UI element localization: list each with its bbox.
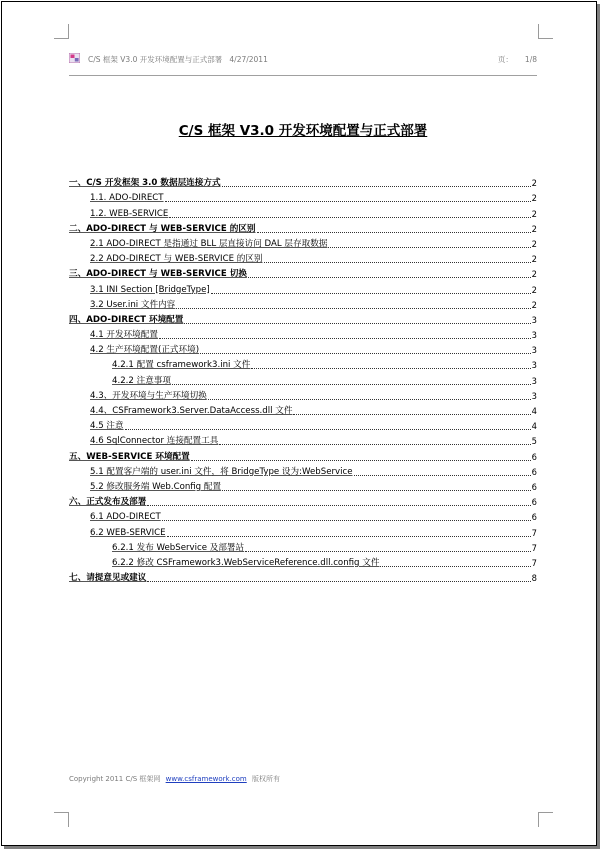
toc-entry-text[interactable]: 五、WEB-SERVICE 环境配置 (69, 451, 190, 462)
toc-entry[interactable] (69, 417, 537, 432)
toc-page-number[interactable]: 6 (531, 451, 537, 462)
toc-entry[interactable] (69, 478, 537, 493)
toc-leader-dots (169, 216, 530, 218)
toc-entry-text[interactable]: 4.5 注意 (90, 421, 124, 432)
toc-page-number[interactable]: 2 (531, 254, 537, 265)
toc-entry-text[interactable]: 5.2 修改服务端 Web.Config 配置 (90, 481, 222, 492)
toc-leader-dots (200, 352, 531, 354)
toc-leader-dots (147, 504, 530, 506)
toc-entry[interactable] (69, 296, 537, 311)
toc-page-number[interactable]: 2 (531, 269, 537, 280)
toc-entry[interactable] (69, 432, 537, 447)
toc-leader-dots (165, 200, 531, 202)
toc-entry[interactable] (69, 189, 537, 204)
toc-entry-text[interactable]: 4.2 生产环境配置(正式环境) (90, 345, 200, 356)
toc-entry-text[interactable]: 4.1 开发环境配置 (90, 330, 158, 341)
toc-leader-dots (257, 231, 531, 233)
toc-leader-dots (354, 474, 531, 476)
toc-entry[interactable] (69, 326, 537, 341)
toc-page-number[interactable]: 2 (531, 284, 537, 295)
toc-entry-text[interactable]: 4.2.1 配置 csframework3.ini 文件 (112, 360, 251, 371)
toc-leader-dots (172, 383, 531, 385)
toc-leader-dots (159, 337, 531, 339)
toc-page-number[interactable]: 6 (531, 497, 537, 508)
toc-page-number[interactable]: 6 (531, 466, 537, 477)
toc-entry[interactable] (69, 447, 537, 462)
toc-entry-text[interactable]: 1.2. WEB-SERVICE (90, 208, 169, 219)
toc-page-number[interactable]: 3 (531, 330, 537, 341)
toc-leader-dots (245, 550, 531, 552)
toc-entry-text[interactable]: 二、ADO-DIRECT 与 WEB-SERVICE 的区别 (69, 223, 256, 234)
toc-entry[interactable] (69, 523, 537, 538)
toc-leader-dots (167, 535, 531, 537)
toc-page-number[interactable]: 3 (531, 390, 537, 401)
toc-page-number[interactable]: 2 (531, 193, 537, 204)
toc-entry-text[interactable]: 4.4、CSFramework3.Server.DataAccess.dll 文件 (90, 406, 293, 416)
toc-entry[interactable] (69, 539, 537, 554)
toc-entry-text[interactable]: 一、C/S 开发框架 3.0 数据层连接方式 (69, 178, 221, 189)
toc-entry-text[interactable]: 四、ADO-DIRECT 环境配置 (69, 314, 184, 325)
toc-entry-text[interactable]: 2.1 ADO-DIRECT 是指通过 BLL 层直接访问 DAL 层存取数据 (90, 238, 328, 249)
toc-leader-dots (176, 307, 530, 309)
toc-leader-dots (162, 519, 531, 521)
toc-entry[interactable] (69, 341, 537, 356)
page (1, 1, 597, 846)
toc-entry[interactable] (69, 356, 537, 371)
toc-entry-text[interactable]: 6.2.2 修改 CSFramework3.WebServiceReference.dll.config 文件 (112, 557, 380, 568)
toc-leader-dots (248, 276, 531, 278)
header-title: C/S 框架 V3.0 开发环境配置与正式部署 4/27/2011 (88, 55, 268, 64)
toc-page-number[interactable]: 2 (531, 238, 537, 249)
toc-entry-text[interactable]: 5.1 配置客户端的 user.ini 文件，将 BridgeType 设为:WebService (90, 466, 353, 477)
csframework-logo-icon (69, 53, 80, 63)
crop-mark-top-left (54, 24, 69, 39)
header-rule (69, 75, 537, 76)
toc-leader-dots (264, 261, 531, 263)
toc-page-number[interactable]: 8 (531, 573, 537, 584)
toc-entry-text[interactable]: 三、ADO-DIRECT 与 WEB-SERVICE 切换 (69, 269, 247, 280)
toc-leader-dots (211, 292, 531, 294)
toc-entry-text[interactable]: 4.2.2 注意事项 (112, 375, 171, 386)
toc-entry-text[interactable]: 3.1 INI Section [BridgeType] (90, 284, 210, 295)
toc-page-number[interactable]: 3 (531, 345, 537, 356)
toc-entry[interactable] (69, 220, 537, 235)
toc-leader-dots (125, 428, 531, 430)
toc-page-number[interactable]: 6 (531, 481, 537, 492)
toc-entry[interactable] (69, 463, 537, 478)
crop-mark-top-right (538, 24, 553, 39)
toc-entry-text[interactable]: 6.2.1 发布 WebService 及部署站 (112, 542, 245, 553)
toc-entry[interactable] (69, 402, 537, 417)
toc-entry-text[interactable]: 1.1. ADO-DIRECT (90, 193, 164, 204)
toc-page-number[interactable]: 5 (531, 436, 537, 447)
toc-leader-dots (222, 185, 531, 187)
toc-page-number[interactable]: 4 (531, 406, 537, 416)
toc-entry-text[interactable]: 6.1 ADO-DIRECT (90, 512, 161, 523)
toc-entry[interactable] (69, 387, 537, 402)
toc-leader-dots (251, 367, 530, 369)
page-header (69, 52, 537, 66)
toc-page-number[interactable]: 7 (531, 542, 537, 553)
toc-page-number[interactable]: 3 (531, 375, 537, 386)
toc-page-number[interactable]: 2 (531, 178, 537, 189)
toc-entry[interactable] (69, 493, 537, 508)
crop-mark-bottom-right (538, 812, 553, 827)
toc-entry-text[interactable]: 4.3、开发环境与生产环境切换 (90, 390, 207, 401)
toc-leader-dots (191, 459, 531, 461)
toc-page-number[interactable]: 3 (531, 360, 537, 371)
toc-leader-dots (328, 246, 530, 248)
toc-entry[interactable] (69, 265, 537, 280)
toc-leader-dots (208, 398, 531, 400)
toc-entry[interactable] (69, 371, 537, 386)
toc-leader-dots (147, 580, 530, 582)
toc-page-number[interactable]: 2 (531, 299, 537, 310)
toc-page-number[interactable]: 4 (531, 421, 537, 432)
toc-entry-text[interactable]: 六、正式发布及部署 (69, 497, 147, 508)
document-title: C/S 框架 V3.0 开发环境配置与正式部署 (178, 123, 428, 139)
toc-page-number[interactable]: 7 (531, 527, 537, 538)
toc-entry-text[interactable]: 七、请提意见或建议 (69, 573, 147, 584)
toc-entry[interactable] (69, 280, 537, 295)
toc-entry-text[interactable]: 4.6 SqlConnector 连接配置工具 (90, 436, 219, 447)
toc-entry[interactable] (69, 508, 537, 523)
table-of-contents (69, 174, 537, 584)
page-footer: Copyright 2011 C/S 框架网 www.csframework.com 版权所有 (69, 775, 280, 783)
toc-entry[interactable] (69, 250, 537, 265)
toc-page-number[interactable]: 6 (531, 512, 537, 523)
toc-entry[interactable] (69, 235, 537, 250)
toc-entry[interactable] (69, 311, 537, 326)
toc-leader-dots (219, 443, 530, 445)
toc-entry-text[interactable]: 6.2 WEB-SERVICE (90, 527, 166, 538)
toc-entry[interactable] (69, 569, 537, 584)
footer-link[interactable]: www.csframework.com (165, 775, 247, 783)
toc-entry[interactable] (69, 554, 537, 569)
crop-mark-bottom-left (54, 812, 69, 827)
toc-leader-dots (222, 489, 531, 491)
toc-leader-dots (184, 322, 530, 324)
toc-entry-text[interactable]: 3.2 User.ini 文件内容 (90, 299, 176, 310)
toc-entry[interactable] (69, 174, 537, 189)
toc-leader-dots (380, 565, 530, 567)
header-page-number: 页： 1/8 (497, 55, 537, 64)
toc-page-number[interactable]: 7 (531, 557, 537, 568)
toc-leader-dots (293, 413, 530, 415)
toc-page-number[interactable]: 2 (531, 223, 537, 234)
toc-page-number[interactable]: 2 (531, 208, 537, 219)
toc-entry[interactable] (69, 204, 537, 219)
toc-entry-text[interactable]: 2.2 ADO-DIRECT 与 WEB-SERVICE 的区别 (90, 254, 263, 265)
toc-page-number[interactable]: 3 (531, 314, 537, 325)
